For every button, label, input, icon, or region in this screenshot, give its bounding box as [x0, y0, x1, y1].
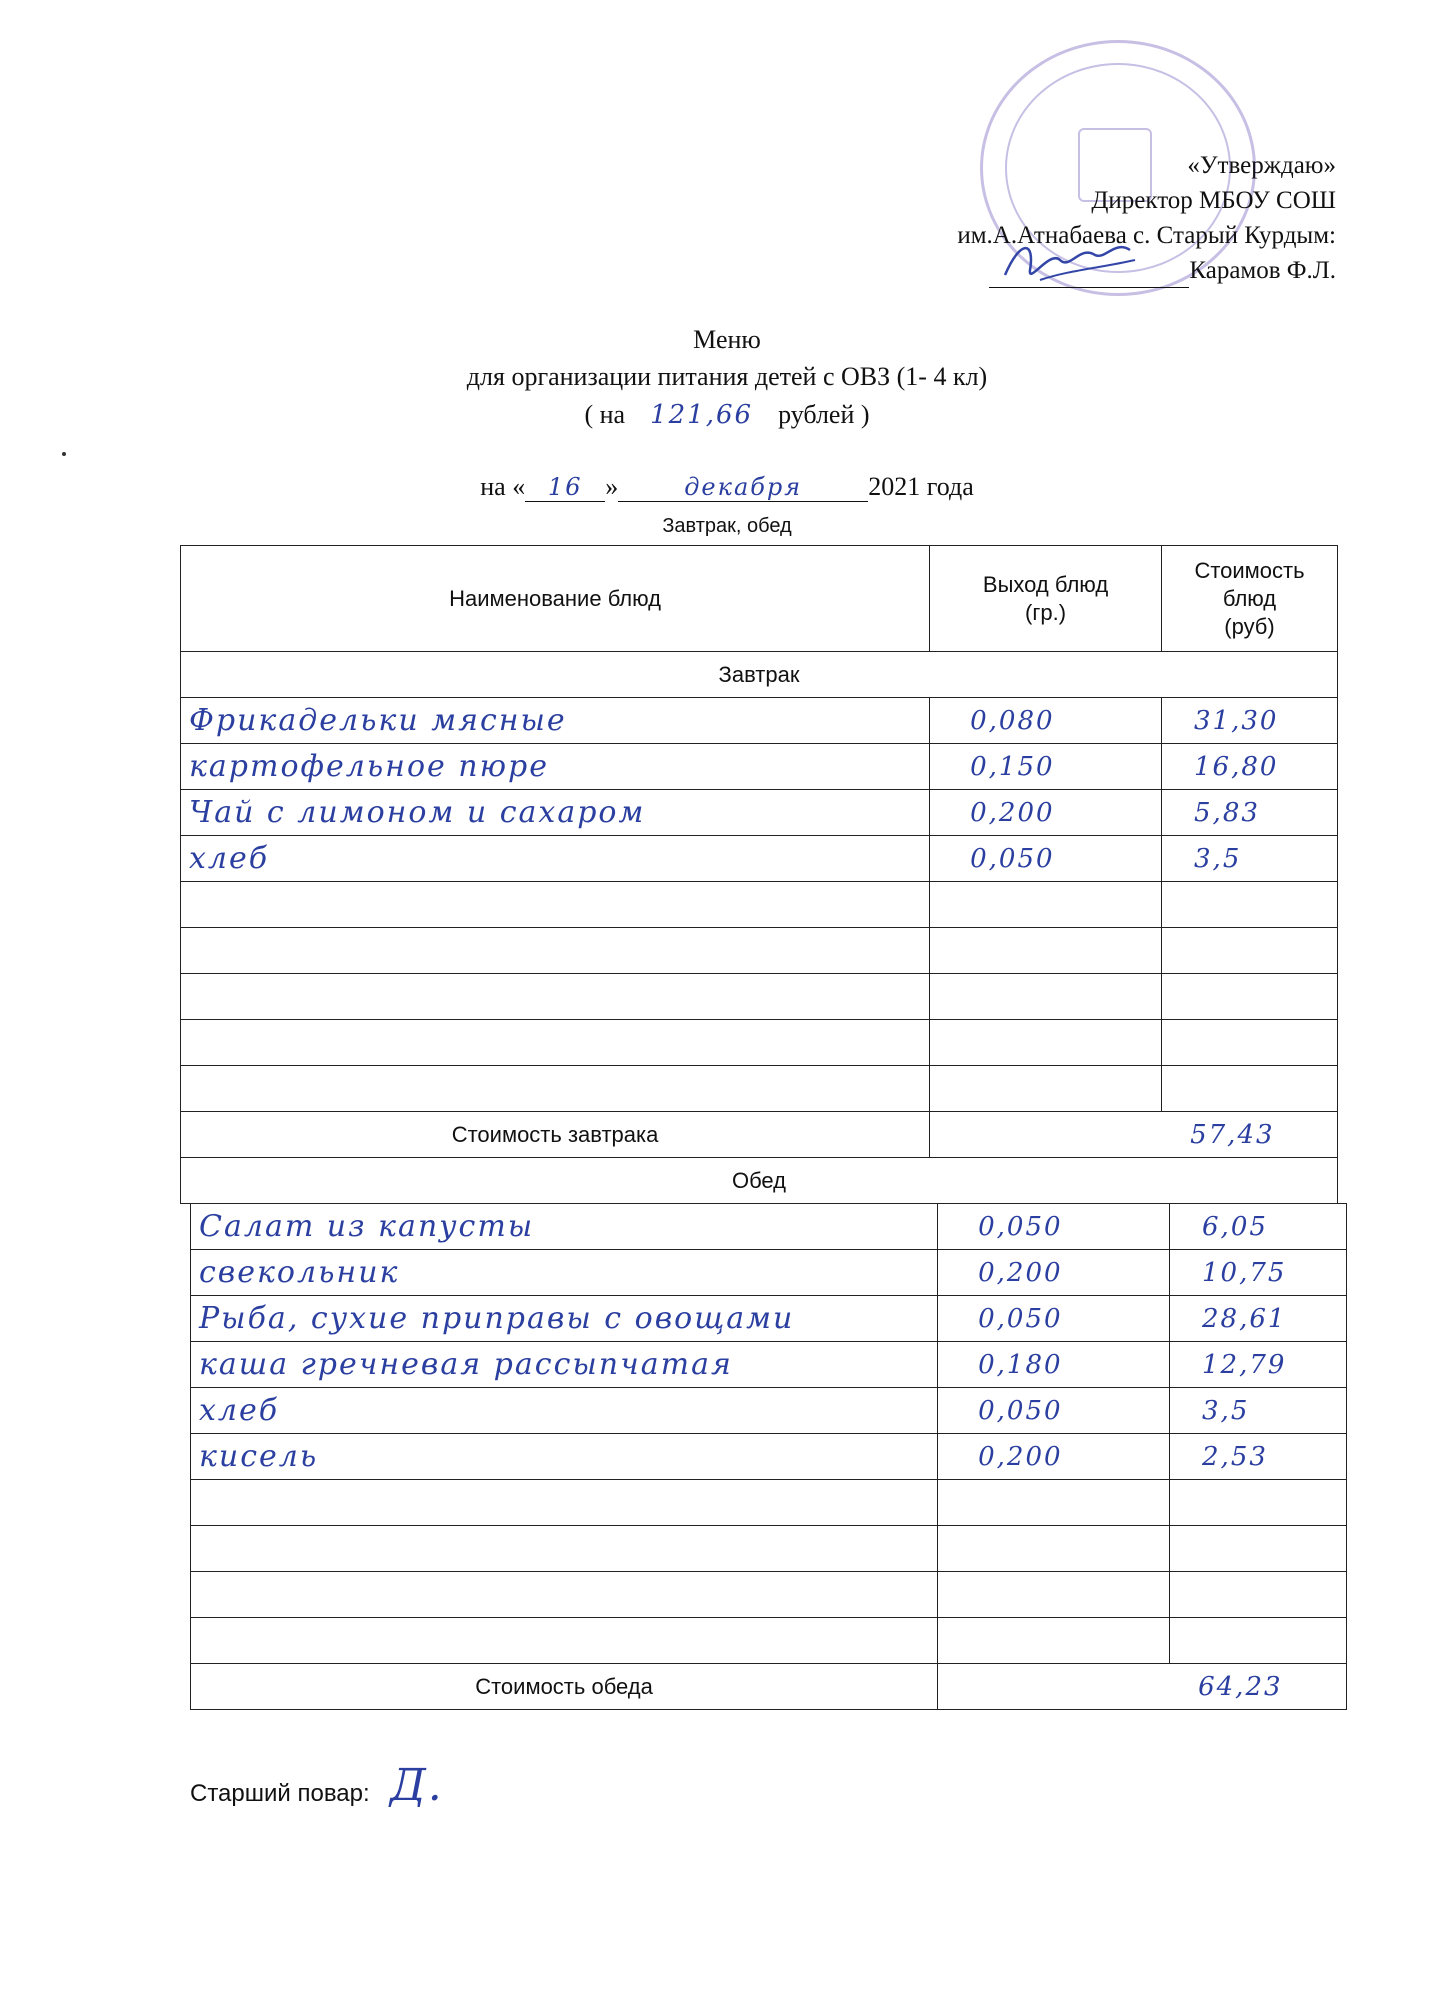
empty-row: [181, 928, 1338, 974]
approval-line-3: им.А.Атнабаева с. Старый Курдым:: [957, 222, 1336, 249]
dish-cost: 10,75: [1170, 1250, 1347, 1296]
price-prefix: ( на: [584, 400, 626, 429]
price-value: 121,66: [650, 400, 754, 430]
empty-row: [191, 1618, 1347, 1664]
dish-name: Фрикадельки мясные: [181, 698, 930, 744]
empty-row: [181, 882, 1338, 928]
breakfast-section-row: [181, 652, 1338, 698]
approval-line-4: [989, 255, 1336, 288]
dish-name: Чай с лимоном и сахаром: [181, 790, 930, 836]
dish-name: Салат из капусты: [191, 1204, 938, 1250]
breakfast-total-value: 57,43: [930, 1112, 1338, 1158]
dish-cost: 28,61: [1170, 1296, 1347, 1342]
dish-yield: 0,050: [930, 836, 1162, 882]
dish-cost: 12,79: [1170, 1342, 1347, 1388]
dish-name: каша гречневая рассыпчатая: [191, 1342, 938, 1388]
table-row: [191, 1342, 1347, 1388]
dish-cost: 31,30: [1162, 698, 1338, 744]
date-suffix: 2021 года: [868, 472, 974, 501]
date-line: [0, 472, 1454, 502]
dish-name: картофельное пюре: [181, 744, 930, 790]
empty-row: [191, 1480, 1347, 1526]
date-day: 16: [525, 473, 605, 502]
date-month: декабря: [618, 473, 868, 502]
breakfast-section-label: Завтрак: [181, 652, 1338, 698]
lunch-section-row: [181, 1158, 1338, 1204]
senior-cook-signature: Д.: [390, 1760, 444, 1811]
dish-yield: 0,050: [938, 1388, 1170, 1434]
dish-name: Рыба, сухие приправы с овощами: [191, 1296, 938, 1342]
lunch-section-label: Обед: [181, 1158, 1338, 1204]
senior-cook-label: Старший повар:: [190, 1780, 370, 1807]
dish-yield: 0,200: [938, 1434, 1170, 1480]
director-signature-line: [989, 255, 1189, 288]
doc-title: Меню: [693, 325, 761, 354]
empty-row: [181, 1020, 1338, 1066]
table-row: [181, 790, 1338, 836]
scan-dot: [62, 452, 66, 456]
dish-yield: 0,180: [938, 1342, 1170, 1388]
dish-name: хлеб: [181, 836, 930, 882]
dish-yield: 0,200: [930, 790, 1162, 836]
director-name: Карамов Ф.Л.: [1189, 257, 1336, 284]
table-row: [191, 1204, 1347, 1250]
date-mid: »: [605, 472, 619, 501]
dish-cost: 3,5: [1170, 1388, 1347, 1434]
price-line: [0, 400, 1454, 430]
lunch-table: [190, 1203, 1347, 1710]
dish-name: кисель: [191, 1434, 938, 1480]
header-yield: Выход блюд (гр.): [930, 546, 1162, 652]
header-cost: Стоимость блюд (руб): [1162, 546, 1338, 652]
table-row: [191, 1388, 1347, 1434]
dish-cost: 2,53: [1170, 1434, 1347, 1480]
lunch-total-label: Стоимость обеда: [191, 1664, 938, 1710]
price-suffix: рублей ): [778, 400, 870, 429]
dish-yield: 0,050: [938, 1204, 1170, 1250]
dish-cost: 16,80: [1162, 744, 1338, 790]
breakfast-total-row: [181, 1112, 1338, 1158]
dish-yield: 0,200: [938, 1250, 1170, 1296]
meal-subtitle: Завтрак, обед: [662, 515, 792, 537]
lunch-total-row: [191, 1664, 1347, 1710]
dish-yield: 0,150: [930, 744, 1162, 790]
lunch-total-value: 64,23: [938, 1664, 1347, 1710]
dish-name: свекольник: [191, 1250, 938, 1296]
breakfast-table: [180, 545, 1338, 1204]
dish-name: хлеб: [191, 1388, 938, 1434]
empty-row: [181, 1066, 1338, 1112]
empty-row: [191, 1526, 1347, 1572]
table-row: [191, 1296, 1347, 1342]
doc-subtitle: для организации питания детей с ОВЗ (1- 4 кл): [466, 362, 988, 391]
table-row: [191, 1250, 1347, 1296]
dish-cost: 3,5: [1162, 836, 1338, 882]
breakfast-total-label: Стоимость завтрака: [181, 1112, 930, 1158]
header-dish-name: Наименование блюд: [181, 546, 930, 652]
dish-yield: 0,080: [930, 698, 1162, 744]
table-row: [181, 698, 1338, 744]
approval-line-2: Директор МБОУ СОШ: [1091, 187, 1336, 214]
table-row: [191, 1434, 1347, 1480]
table-row: [181, 744, 1338, 790]
empty-row: [191, 1572, 1347, 1618]
table-header-row: [181, 546, 1338, 652]
table-row: [181, 836, 1338, 882]
dish-yield: 0,050: [938, 1296, 1170, 1342]
empty-row: [181, 974, 1338, 1020]
dish-cost: 6,05: [1170, 1204, 1347, 1250]
dish-cost: 5,83: [1162, 790, 1338, 836]
date-prefix: на «: [480, 472, 526, 501]
approval-line-1: «Утверждаю»: [1187, 152, 1336, 179]
